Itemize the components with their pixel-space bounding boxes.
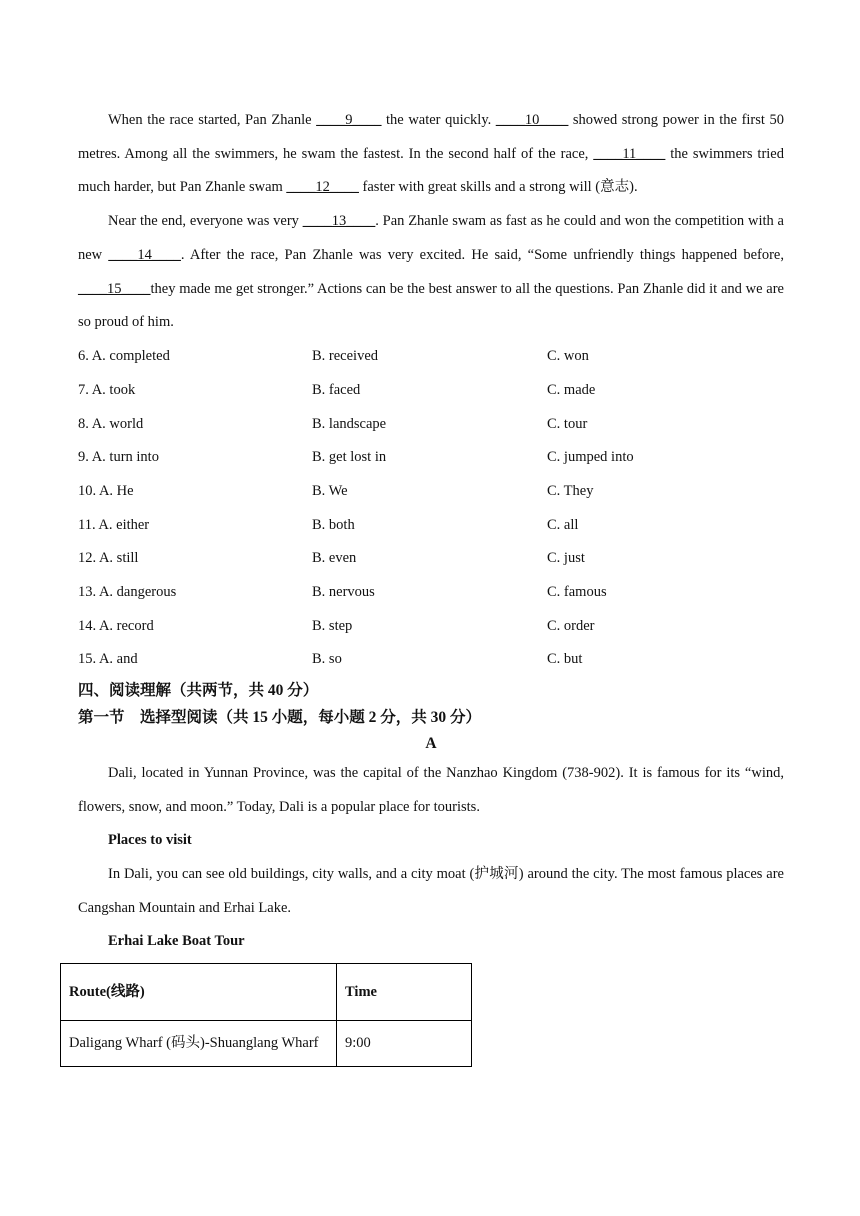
option-c[interactable]: C. won <box>547 348 589 365</box>
route-cell: Daligang Wharf (码头)-Shuanglang Wharf <box>61 1021 337 1067</box>
option-c[interactable]: C. jumped into <box>547 449 634 466</box>
table-row <box>61 1021 472 1067</box>
blank-10: ____10____ <box>495 112 569 128</box>
text: they made me get stronger.” Actions can be the best answer to all the questions. Pan Zhanle did it and we are so proud of him. <box>78 280 784 331</box>
option-row-10 <box>78 475 784 509</box>
part-title: 第一节 选择型阅读（共 15 小题，每小题 2 分，共 30 分） <box>78 708 482 726</box>
option-b[interactable]: B. even <box>312 550 357 567</box>
option-b[interactable]: B. landscape <box>312 415 387 432</box>
option-a[interactable]: 9. A. turn into <box>78 449 159 466</box>
option-a[interactable]: 15. A. and <box>78 651 138 668</box>
passage-paragraph-1 <box>78 104 784 205</box>
blank-15: ____15____ <box>78 280 151 297</box>
option-a[interactable]: 12. A. still <box>78 550 139 567</box>
option-a[interactable]: 13. A. dangerous <box>78 584 177 601</box>
passage-paragraph-2 <box>78 205 784 340</box>
intro-paragraph: Dali, located in Yunnan Province, was the capital of the Nanzhao Kingdom (738-902). It is famous for its “wind, flowers, snow, and moon.” Today, Dali is a popular place for tourists. <box>78 764 784 815</box>
blank-14: ____14____ <box>108 246 181 263</box>
options-list <box>78 340 784 677</box>
option-row-14 <box>78 609 784 643</box>
option-b[interactable]: B. faced <box>312 381 361 398</box>
option-row-13 <box>78 576 784 610</box>
option-row-8 <box>78 407 784 441</box>
blank-11: ____11____ <box>593 145 666 162</box>
option-b[interactable]: B. so <box>312 651 342 668</box>
option-c[interactable]: C. but <box>547 651 583 668</box>
option-b[interactable]: B. received <box>312 348 379 365</box>
header-route: Route(线路) <box>61 964 337 1021</box>
text: . After the race, Pan Zhanle was very excited. He said, “Some unfriendly things happened before, <box>180 246 784 263</box>
option-c[interactable]: C. just <box>547 550 585 567</box>
table-header-row <box>61 964 472 1021</box>
section-title: 四、阅读理解（共两节，共 40 分） <box>78 681 319 699</box>
tour-heading: Erhai Lake Boat Tour <box>108 933 245 950</box>
passage-label: A <box>425 734 437 752</box>
blank-9: ____9____ <box>316 112 382 128</box>
option-b[interactable]: B. nervous <box>312 584 375 601</box>
option-b[interactable]: B. get lost in <box>312 449 387 466</box>
option-c[interactable]: C. order <box>547 617 595 634</box>
exam-page <box>69 104 784 1067</box>
option-a[interactable]: 8. A. world <box>78 415 144 432</box>
option-b[interactable]: B. both <box>312 516 355 533</box>
text: the water quickly. <box>381 112 496 128</box>
text: the swimmers tried much harder, but Pan Zhanle swam <box>78 145 784 196</box>
header-time: Time <box>337 964 472 1021</box>
option-c[interactable]: C. tour <box>547 415 588 432</box>
text: When the race started, Pan Zhanle <box>108 112 317 128</box>
option-row-11 <box>78 508 784 542</box>
option-row-12 <box>78 542 784 576</box>
option-b[interactable]: B. We <box>312 483 348 500</box>
blank-12: ____12____ <box>286 179 359 196</box>
places-paragraph: In Dali, you can see old buildings, city walls, and a city moat (护城河) around the city. The most famous places are Cangshan Mountain and Erhai Lake. <box>78 865 784 916</box>
time-cell: 9:00 <box>337 1021 472 1067</box>
option-a[interactable]: 6. A. completed <box>78 348 170 365</box>
option-a[interactable]: 10. A. He <box>78 483 134 500</box>
option-row-7 <box>78 374 784 408</box>
option-c[interactable]: C. They <box>547 483 594 500</box>
option-c[interactable]: C. all <box>547 516 579 533</box>
text: Near the end, everyone was very <box>108 213 303 230</box>
option-row-9 <box>78 441 784 475</box>
boat-tour-table <box>60 963 472 1067</box>
option-c[interactable]: C. famous <box>547 584 607 601</box>
text: . Pan Zhanle swam as fast as he could and won the competition with a new <box>78 213 784 263</box>
text: showed strong power in the first 50 metres. Among all the swimmers, he swam the fastest. In the second half of the race, <box>78 112 784 162</box>
option-a[interactable]: 7. A. took <box>78 381 136 398</box>
option-c[interactable]: C. made <box>547 381 596 398</box>
option-row-15 <box>78 643 784 677</box>
blank-13: ____13____ <box>302 213 376 230</box>
option-a[interactable]: 11. A. either <box>78 516 150 533</box>
option-a[interactable]: 14. A. record <box>78 617 154 634</box>
places-heading: Places to visit <box>108 832 192 849</box>
option-row-6 <box>78 340 784 374</box>
text: faster with great skills and a strong will (意志). <box>358 179 638 196</box>
option-b[interactable]: B. step <box>312 617 353 634</box>
